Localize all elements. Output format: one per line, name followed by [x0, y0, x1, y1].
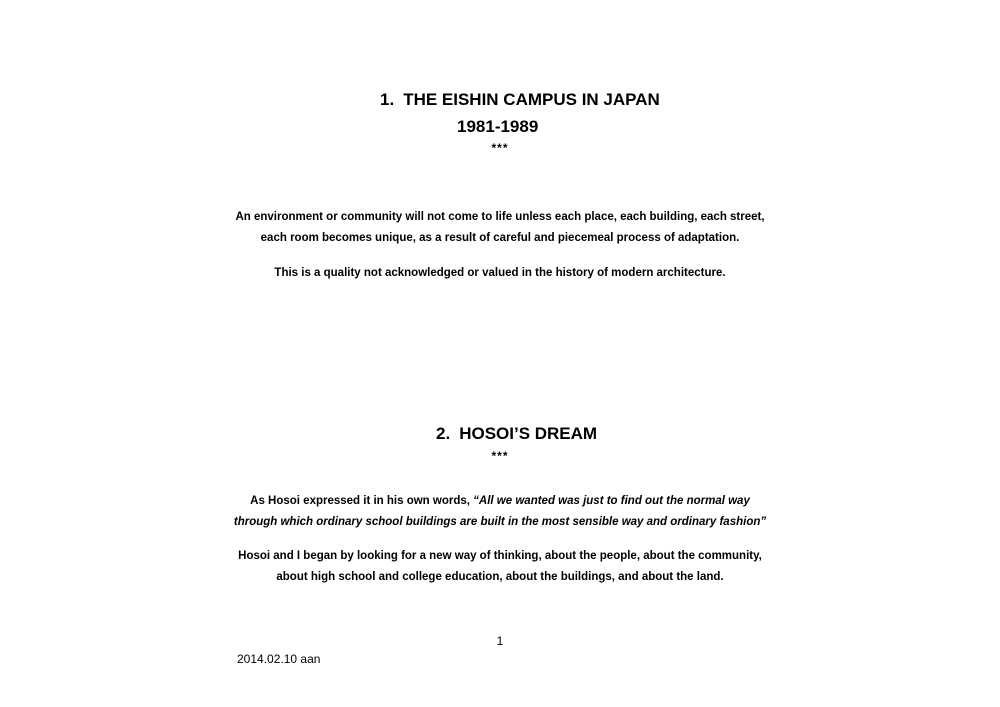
section-2-paragraph-2 — [150, 546, 850, 588]
section-1-number: 1. — [380, 90, 395, 109]
quote-text-part-1: “All we wanted was just to find out the normal way — [473, 495, 750, 507]
section-1-paragraph-2-line-1: This is a quality not acknowledged or valued in the history of modern architecture. — [274, 267, 726, 279]
section-2-number: 2. — [436, 424, 451, 443]
section-1-paragraph-2 — [150, 263, 850, 284]
quote-lead-in: As Hosoi expressed it in his own words, — [250, 495, 474, 507]
section-1-paragraph-1-line-1: An environment or community will not come to life unless each place, each building, each street, — [235, 211, 765, 223]
section-2-paragraph-2-line-2: about high school and college education, about the buildings, and about the land. — [276, 571, 724, 583]
page-number: 1 — [496, 634, 504, 648]
section-1-heading — [380, 90, 660, 110]
section-1-title: THE EISHIN CAMPUS IN JAPAN — [403, 90, 660, 109]
section-2-paragraph-1 — [150, 491, 850, 533]
section-2-paragraph-1-line-2 — [150, 512, 850, 533]
section-1-stars: *** — [491, 141, 509, 155]
section-2-paragraph-2-line-1: Hosoi and I began by looking for a new way of thinking, about the people, about the community, — [238, 550, 762, 562]
quote-text-part-2: through which ordinary school buildings are built in the most sensible way and ordinary fashion” — [233, 516, 767, 528]
section-1-paragraph-1 — [150, 207, 850, 249]
section-1-paragraph-1-line-2: each room becomes unique, as a result of careful and piecemeal process of adaptation. — [260, 232, 740, 244]
footer-date: 2014.02.10 aan — [237, 652, 321, 666]
section-2-title: HOSOI’S DREAM — [459, 424, 598, 443]
section-2-paragraph-1-line-1 — [150, 491, 850, 512]
section-2-heading — [436, 424, 597, 444]
section-1-years: 1981-1989 — [457, 117, 539, 136]
section-2-stars: *** — [491, 449, 509, 463]
